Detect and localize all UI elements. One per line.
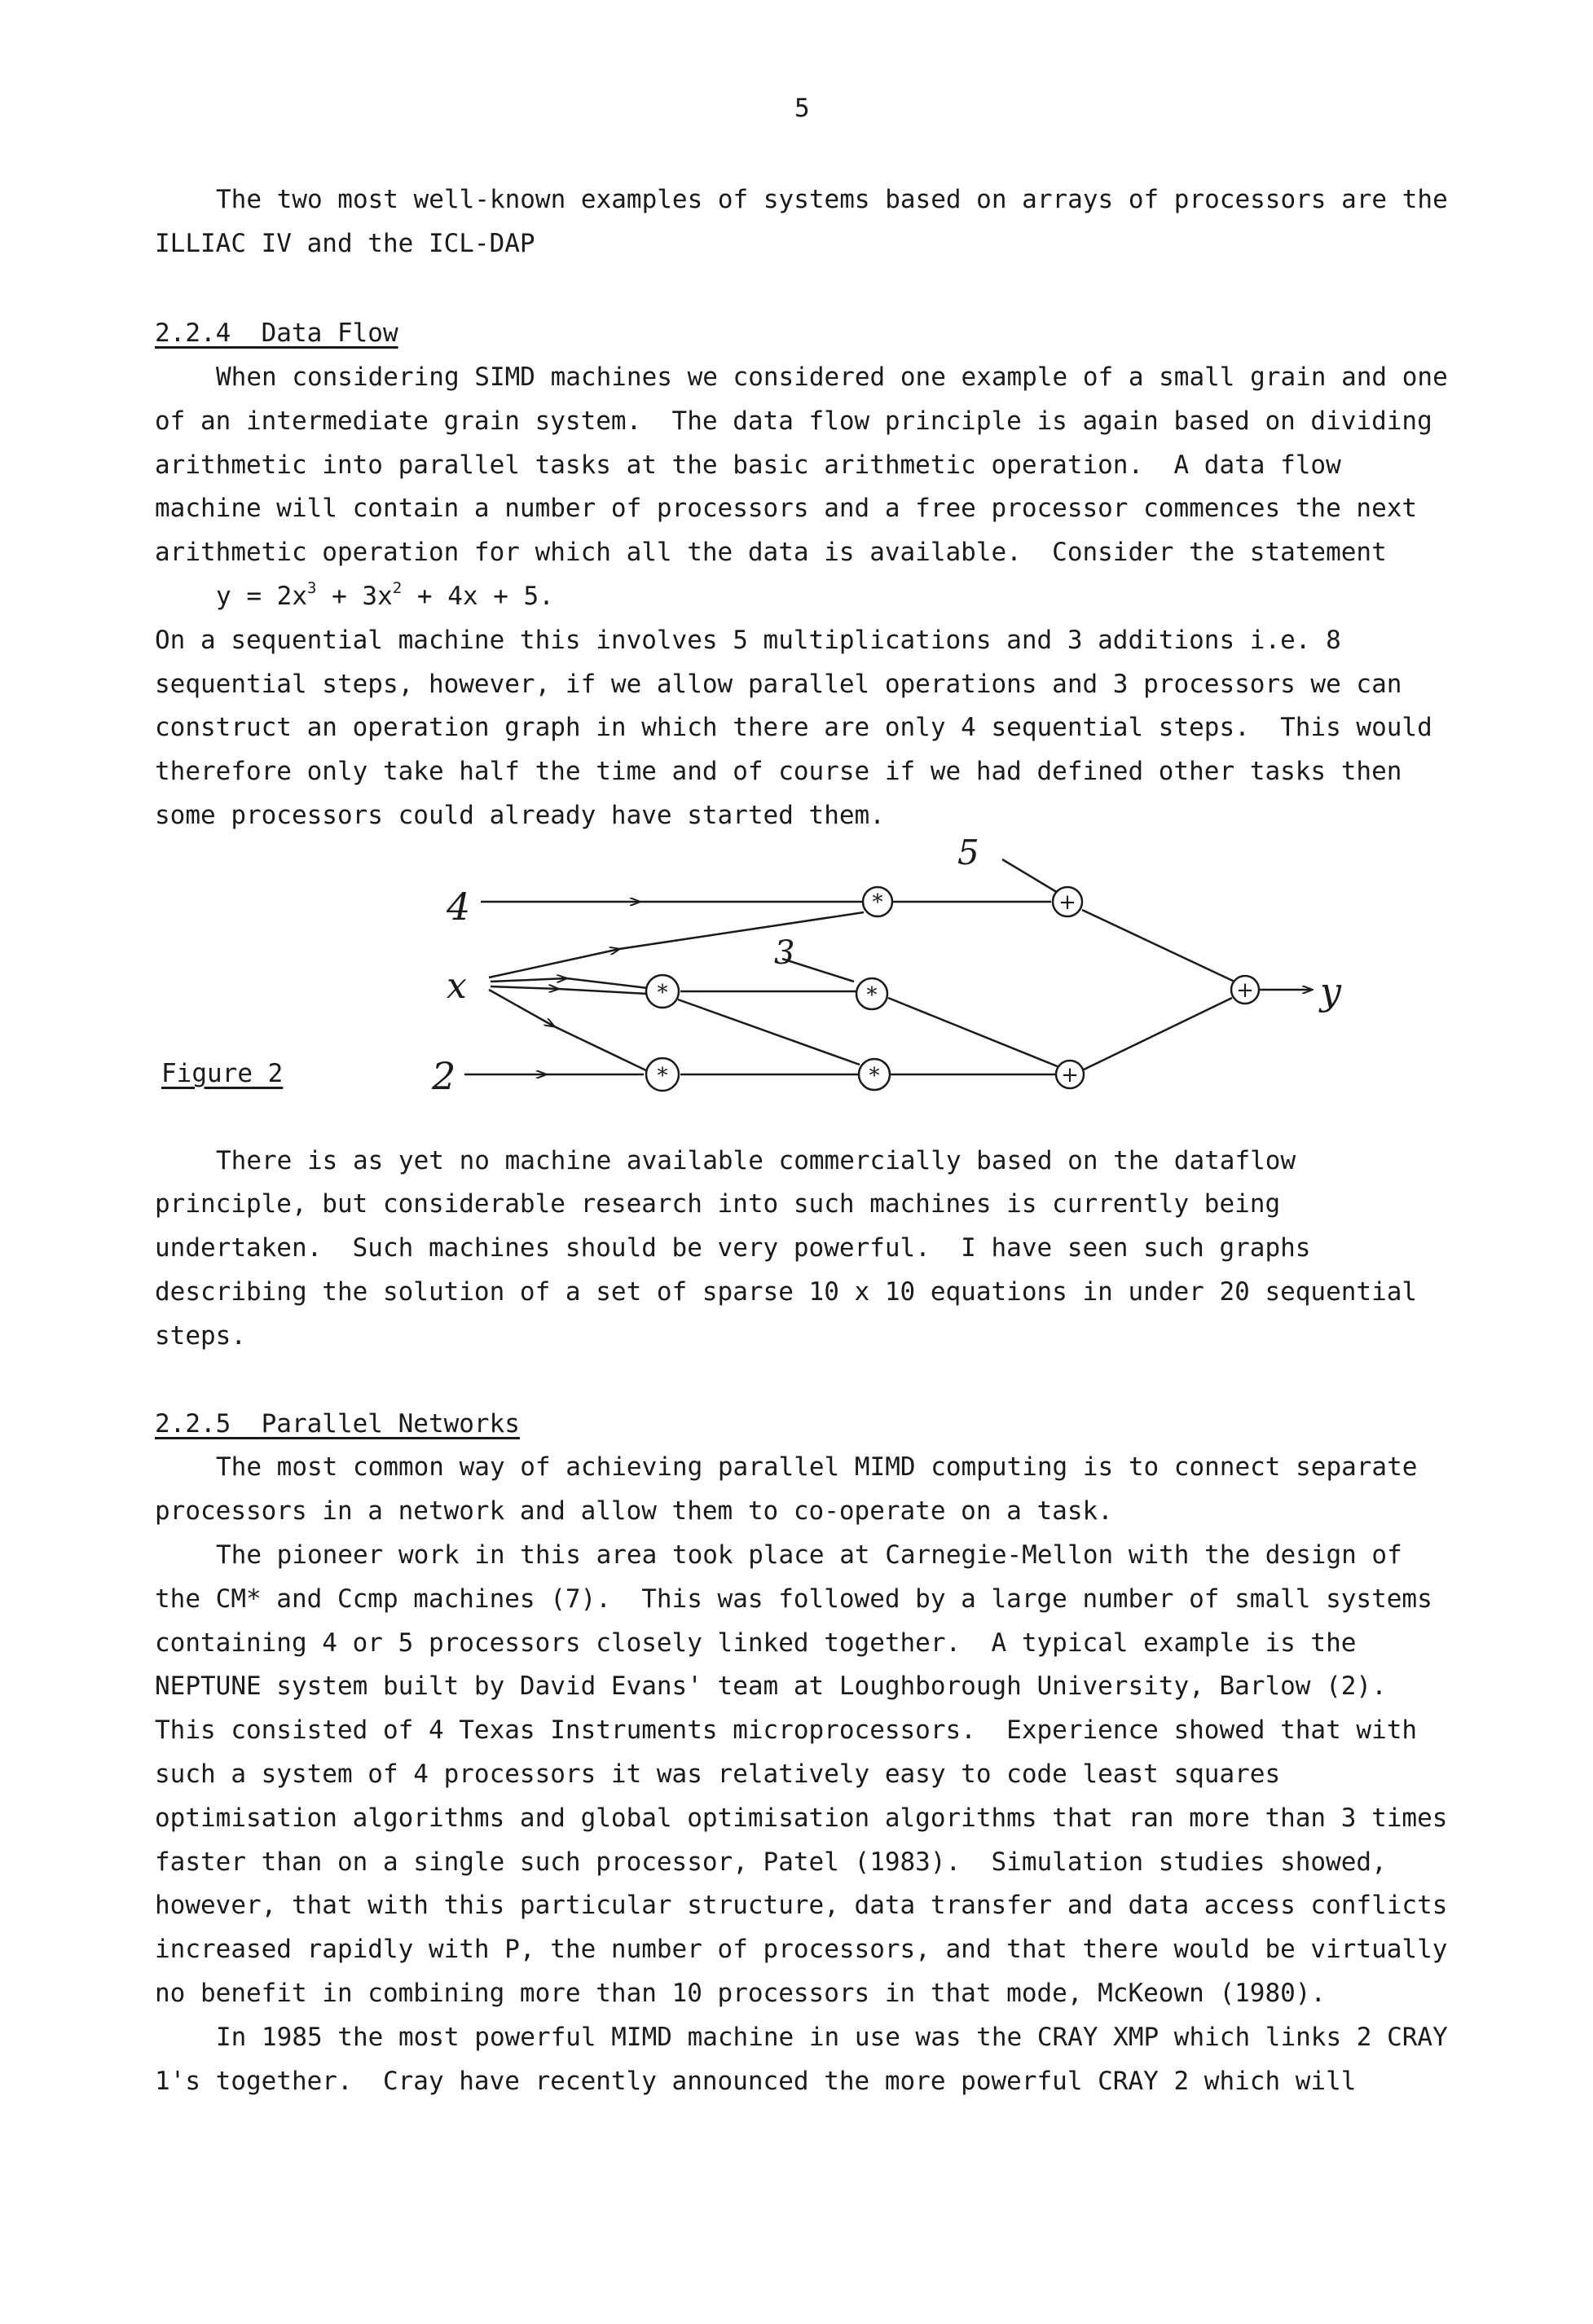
paragraph-line: arithmetic into parallel tasks at the basic arithmetic operation. A data flow <box>155 450 1341 480</box>
edge <box>1084 998 1232 1070</box>
paragraph-line: ILLIAC IV and the ICL-DAP <box>155 229 535 258</box>
paragraph-line: machine will contain a number of processors and a free processor commences the next <box>155 494 1418 523</box>
paragraph-line: 1's together. Cray have recently announced the more powerful CRAY 2 which will <box>155 2067 1357 2096</box>
paragraph-line: sequential steps, however, if we allow parallel operations and 3 processors we can <box>155 670 1402 699</box>
input-label-4: 4 <box>447 885 471 929</box>
paragraph-line: There is as yet no machine available commercially based on the dataflow <box>216 1146 1296 1175</box>
paragraph-line: optimisation algorithms and global optimisation algorithms that ran more than 3 times <box>155 1803 1448 1833</box>
paragraph-line: principle, but considerable research into such machines is currently being <box>155 1189 1281 1219</box>
paragraph-line: faster than on a single such processor, Patel (1983). Simulation studies showed, <box>155 1847 1387 1877</box>
edge <box>558 989 648 994</box>
paragraph-line: therefore only take half the time and of course if we had defined other tasks then <box>155 757 1402 786</box>
edge <box>1082 910 1234 982</box>
paragraph-line: In 1985 the most powerful MIMD machine in use was the CRAY XMP which links 2 CRAY <box>216 2023 1448 2052</box>
edge <box>489 990 554 1026</box>
equation: $y = 2x^3 + 3x^2 + 4x + 5$. <box>216 579 554 611</box>
paragraph-line: The two most well-known examples of systems based on arrays of processors are the <box>216 185 1448 214</box>
op-label: * <box>869 1064 880 1088</box>
dataflow-graph <box>424 827 1385 1104</box>
paragraph-line: such a system of 4 processors it was relatively easy to code least squares <box>155 1759 1281 1789</box>
paragraph-line: some processors could already have started them. <box>155 801 885 830</box>
op-label: + <box>1058 890 1076 915</box>
paragraph-line: On a sequential machine this involves 5 multiplications and 3 additions i.e. 8 <box>155 626 1341 655</box>
paragraph-line: describing the solution of a set of sparse 10 x 10 equations in under 20 sequential <box>155 1277 1418 1307</box>
op-label: * <box>657 1064 668 1088</box>
paragraph-line: When considering SIMD machines we considered one example of a small grain and one <box>216 362 1448 392</box>
edge <box>491 986 558 989</box>
edge <box>566 978 648 988</box>
edge <box>678 999 860 1065</box>
edge <box>489 949 619 977</box>
section-heading-parallel-networks: 2.2.5 Parallel Networks <box>155 1409 520 1439</box>
op-label: * <box>872 890 883 915</box>
paragraph-line: undertaken. Such machines should be very powerful. I have seen such graphs <box>155 1233 1311 1263</box>
output-label-y: y <box>1320 969 1341 1013</box>
paragraph-line: The pioneer work in this area took place at Carnegie-Mellon with the design of <box>216 1540 1402 1570</box>
paragraph-line: containing 4 or 5 processors closely linked together. A typical example is the <box>155 1628 1357 1658</box>
input-label-2: 2 <box>432 1054 456 1098</box>
paragraph-line: the CM* and Ccmp machines (7). This was followed by a large number of small systems <box>155 1584 1432 1614</box>
paragraph-line: This consisted of 4 Texas Instruments microprocessors. Experience showed that with <box>155 1716 1418 1745</box>
paragraph-line: The most common way of achieving parallel MIMD computing is to connect separate <box>216 1452 1418 1482</box>
section-heading-data-flow: 2.2.4 Data Flow <box>155 319 398 348</box>
paragraph-line: however, that with this particular structure, data transfer and data access conflicts <box>155 1891 1448 1920</box>
edge <box>619 912 864 949</box>
paragraph-line: steps. <box>155 1321 246 1351</box>
op-label: + <box>1061 1063 1079 1087</box>
input-label-5: 5 <box>957 833 979 872</box>
paragraph-line: no benefit in combining more than 10 processors in that mode, McKeown (1980). <box>155 1979 1327 2008</box>
op-label: * <box>866 983 878 1008</box>
page-number: 5 <box>794 94 810 123</box>
edge <box>554 1026 648 1071</box>
paragraph-line: NEPTUNE system built by David Evans' team at Loughborough University, Barlow (2). <box>155 1672 1387 1701</box>
edge <box>491 978 566 982</box>
input-label-x: x <box>447 965 467 1007</box>
input-label-3: 3 <box>774 934 795 972</box>
op-label: * <box>657 981 668 1005</box>
paragraph-line: processors in a network and allow them to co-operate on a task. <box>155 1496 1113 1526</box>
edge <box>888 998 1059 1067</box>
op-label: + <box>1236 978 1254 1003</box>
paragraph-line: arithmetic operation for which all the data is available. Consider the statement <box>155 538 1387 567</box>
paragraph-line: of an intermediate grain system. The data flow principle is again based on dividing <box>155 406 1432 436</box>
paragraph-line: construct an operation graph in which there are only 4 sequential steps. This would <box>155 713 1432 742</box>
figure-label: Figure 2 <box>161 1059 284 1088</box>
paragraph-line: increased rapidly with P, the number of processors, and that there would be virtually <box>155 1935 1448 1964</box>
edge <box>1002 859 1059 894</box>
